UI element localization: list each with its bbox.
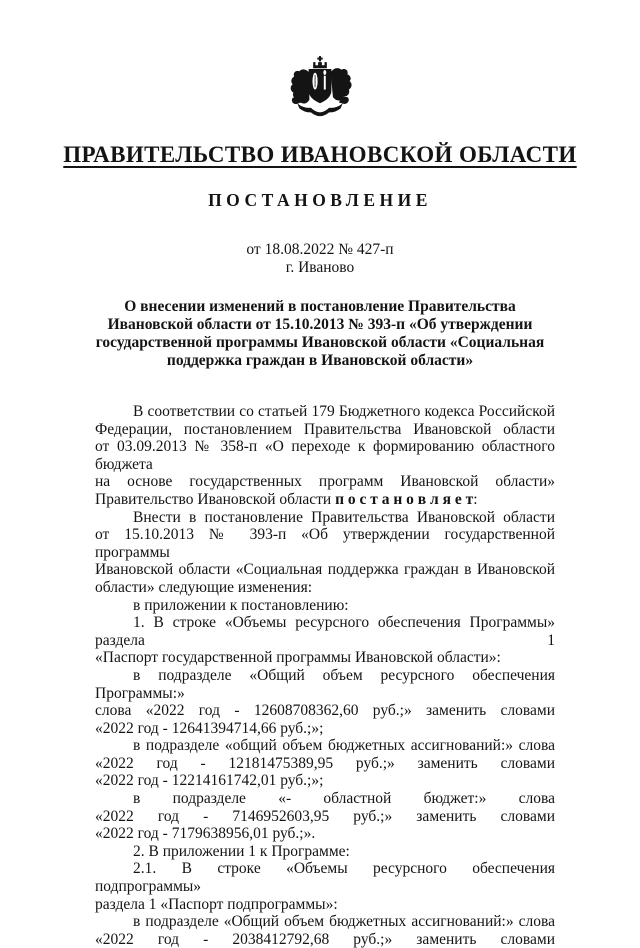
body-line: от 15.10.2013 № 393-п «Об утверждении государственной программы <box>95 526 555 561</box>
doc-title-line: поддержка граждан в Ивановской области» <box>166 352 474 369</box>
body-line: Федерации, постановлением Правительства Ивановской области <box>95 420 555 438</box>
body-line: в подразделе «общий объем бюджетных ассигнований:» слова <box>133 737 555 755</box>
body-line: от 03.09.2013 № 358-п «О переходе к формированию областного бюджета <box>95 438 555 473</box>
doc-title-line: Ивановской области от 15.10.2013 № 393-п «Об утверждении <box>107 316 533 333</box>
body-line: 2.1. В строке «Объемы ресурсного обеспечения подпрограммы» <box>95 860 555 896</box>
doc-title-line: государственной программы Ивановской области «Социальная <box>95 334 545 351</box>
body-line: «2022 год - 12641394714,66 руб.;»; <box>95 719 324 737</box>
body-line: В соответствии со статьей 179 Бюджетного кодекса Российской <box>133 403 555 420</box>
paragraph <box>95 614 555 667</box>
paragraph <box>95 913 555 948</box>
body-line: «2022 год - 12181475389,95 руб.;» заменить словами <box>95 754 555 772</box>
body-line: в подразделе «Общий объем ресурсного обеспечения Программы:» <box>95 666 555 702</box>
body-line: «2022 год - 7179638956,01 руб.;». <box>95 825 316 843</box>
body-line: слова «2022 год - 12608708362,60 руб.;» заменить словами <box>95 702 555 720</box>
doc-title <box>0 298 640 370</box>
body-line: в подразделе «- областной бюджет:» слова <box>133 790 555 808</box>
body-line: на основе государственных программ Ивановской области» <box>95 473 555 491</box>
body-line: в подразделе «Общий объем бюджетных ассигнований:» слова <box>133 913 555 931</box>
paragraph <box>95 790 555 843</box>
paragraph <box>95 737 555 790</box>
body-line: «2022 год - 12214161742,01 руб.;»; <box>95 772 324 790</box>
paragraph <box>95 843 555 861</box>
org-name-text: ПРАВИТЕЛЬСТВО ИВАНОВСКОЙ ОБЛАСТИ <box>63 142 577 167</box>
paragraph <box>95 667 555 737</box>
body-line: «2022 год - 2038412792,68 руб.;» заменить словами <box>95 930 555 948</box>
doc-title-line: О внесении изменений в постановление Правительства <box>124 298 516 315</box>
body-line: области» следующие изменения: <box>95 578 313 596</box>
paragraph <box>95 597 555 615</box>
body-line: Правительство Ивановской области п о с т а н о в л я е т: <box>95 490 478 508</box>
paragraph <box>95 509 555 597</box>
paragraph <box>95 403 555 509</box>
body-line: раздела 1 «Паспорт подпрограммы»: <box>95 895 338 913</box>
body-line: 1. В строке «Объемы ресурсного обеспечения Программы» раздела 1 <box>95 614 555 649</box>
org-name-heading <box>0 142 640 168</box>
body-line: «Паспорт государственной программы Ивановской области»: <box>95 649 501 667</box>
emblem-container <box>0 0 640 120</box>
body-line: 2. В приложении 1 к Программе: <box>133 842 350 860</box>
body-line: в приложении к постановлению: <box>133 596 349 614</box>
ivanovo-coat-of-arms-icon <box>282 56 358 120</box>
body-line: Ивановской области «Социальная поддержка граждан в Ивановской <box>95 561 555 579</box>
body-line: Внести в постановление Правительства Ивановской области <box>133 508 555 526</box>
paragraph <box>95 860 555 913</box>
doc-body <box>95 403 555 948</box>
doc-type-heading: ПОСТАНОВЛЕНИЕ <box>208 190 432 210</box>
doc-city: г. Иваново <box>285 259 355 276</box>
body-line: «2022 год - 7146952603,95 руб.;» заменить словами <box>95 807 555 825</box>
doc-date-number: от 18.08.2022 № 427-п <box>246 241 394 258</box>
